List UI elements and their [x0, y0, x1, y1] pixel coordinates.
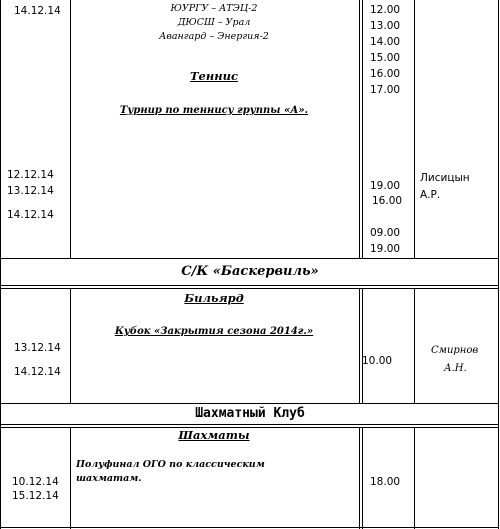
event-line: шахматам.: [76, 473, 142, 484]
responsible-name: Смирнов: [431, 345, 479, 356]
responsible-name: Лисицын: [420, 172, 470, 184]
responsible-initials: А.Н.: [444, 363, 467, 374]
divider-col4-sec2: [414, 288, 415, 403]
sport-title: Шахматы: [178, 428, 250, 442]
time-cell: 19.00: [370, 243, 401, 255]
divider-col3-sec1a: [359, 0, 360, 258]
sport-title: Бильярд: [184, 291, 244, 305]
hline-4: [0, 424, 499, 425]
hline-3: [0, 403, 499, 404]
divider-col3-sec3b: [362, 427, 363, 529]
divider-col3-sec2b: [362, 288, 363, 403]
match-line: ЮУРГУ – АТЭЦ-2: [170, 3, 258, 14]
time-cell: 10.00: [362, 355, 393, 367]
time-cell: 14.00: [370, 36, 401, 48]
time-cell: 12.00: [370, 4, 401, 16]
date-cell: 15.12.14: [12, 490, 59, 502]
date-cell: 12.12.14: [7, 169, 54, 181]
hline-2: [0, 285, 499, 286]
divider-col4-sec3: [414, 427, 415, 529]
section-header: Шахматный Клуб: [195, 406, 305, 421]
hline-2b: [0, 288, 499, 289]
time-cell: 13.00: [370, 20, 401, 32]
border-left: [0, 0, 1, 529]
date-cell: 13.12.14: [7, 185, 54, 197]
time-cell: 16.00: [372, 195, 403, 207]
divider-col1-sec2: [70, 288, 71, 403]
match-line: ДЮСШ – Урал: [177, 17, 251, 28]
hline-4b: [0, 427, 499, 428]
time-cell: 09.00: [370, 227, 401, 239]
section-header: С/К «Баскервиль»: [181, 264, 319, 279]
date-cell: 14.12.14: [14, 366, 61, 378]
responsible-initials: А.Р.: [420, 189, 441, 201]
divider-col3-sec1b: [362, 0, 363, 258]
time-cell: 18.00: [370, 476, 401, 488]
time-cell: 16.00: [370, 68, 401, 80]
border-right: [498, 0, 499, 529]
time-cell: 17.00: [370, 84, 401, 96]
date-cell: 13.12.14: [14, 342, 61, 354]
match-line: Авангард – Энергия-2: [159, 31, 269, 42]
divider-col1-sec1: [70, 0, 71, 258]
event-line: Полуфинал ОГО по классическим: [76, 459, 265, 470]
hline-bottom: [0, 527, 499, 528]
event-title: Кубок «Закрытия сезона 2014г.»: [114, 326, 314, 337]
date-cell: 14.12.14: [7, 209, 54, 221]
divider-col3-sec3a: [359, 427, 360, 529]
hline-1: [0, 258, 499, 259]
date-cell: 10.12.14: [12, 476, 59, 488]
time-cell: 19.00: [370, 180, 401, 192]
event-title: Турнир по теннису группы «А».: [119, 105, 309, 116]
divider-col4-sec1: [414, 0, 415, 258]
date-cell: 14.12.14: [14, 5, 61, 17]
sport-title: Теннис: [189, 69, 239, 83]
divider-col1-sec3: [70, 427, 71, 529]
time-cell: 15.00: [370, 52, 401, 64]
divider-col3-sec2a: [359, 288, 360, 403]
